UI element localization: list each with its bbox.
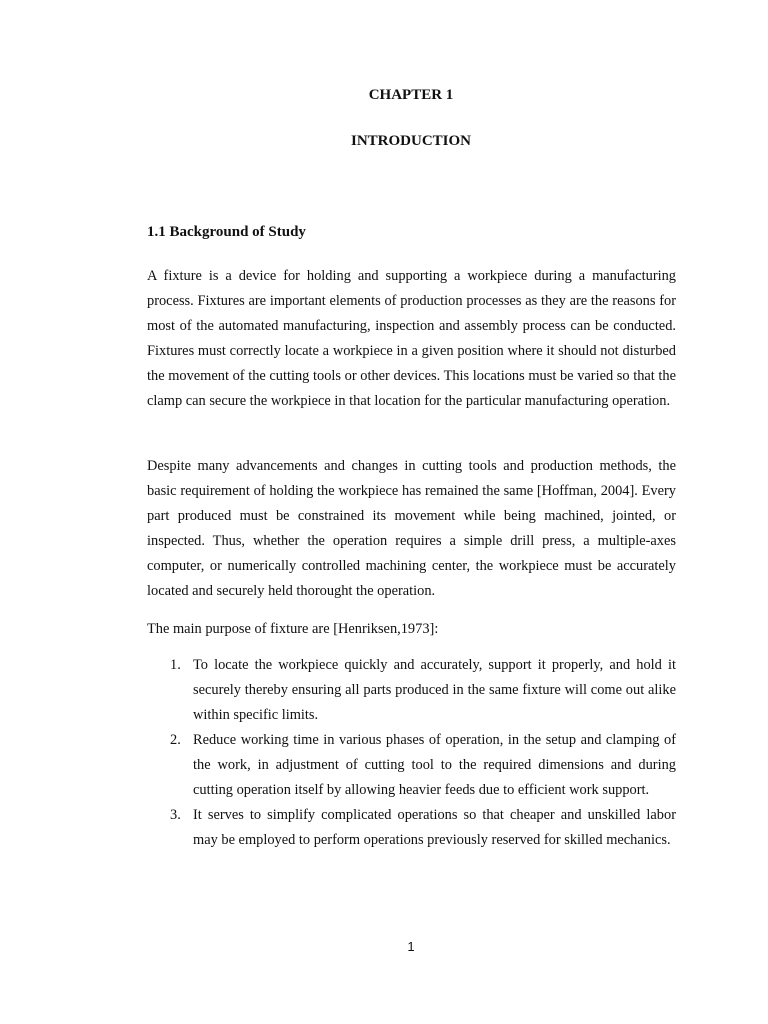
- list-item-number: 2.: [170, 732, 181, 748]
- list-item-text: To locate the workpiece quickly and accurately, support it properly, and hold it securely thereby ensuring all parts produced in the same fixture will come out alike within specific limits.: [193, 657, 676, 723]
- section-heading: 1.1 Background of Study: [147, 224, 306, 240]
- page-number: 1: [407, 939, 415, 954]
- list-item-number: 1.: [170, 657, 181, 673]
- paragraph-fixture-definition: A fixture is a device for holding and supporting a workpiece during a manufacturing process. Fixtures are important elements of production processes as they are the reasons for most of the automated manufacturing, inspection and assembly process can be conducted. Fixtures must correctly locate a workpiece in a given position where it should not disturbed the movement of the cutting tools or other devices. This locations must be varied so that the clamp can secure the workpiece in that location for the particular manufacturing operation.: [147, 268, 676, 409]
- list-item: [147, 803, 676, 853]
- purpose-list: [147, 653, 676, 853]
- chapter-number: CHAPTER 1: [368, 87, 454, 103]
- list-item-text: It serves to simplify complicated operations so that cheaper and unskilled labor may be employed to perform operations previously reserved for skilled mechanics.: [193, 807, 676, 848]
- list-item-number: 3.: [170, 807, 181, 823]
- paragraph-purpose-intro: The main purpose of fixture are [Henriksen,1973]:: [147, 621, 439, 637]
- list-item-text: Reduce working time in various phases of operation, in the setup and clamping of the work, in adjustment of cutting tool to the required dimensions and during cutting operation itself by allowing heavier feeds due to efficient work support.: [193, 732, 676, 798]
- list-item: [147, 728, 676, 803]
- paragraph-holding-requirement: Despite many advancements and changes in cutting tools and production methods, the basic requirement of holding the workpiece has remained the same [Hoffman, 2004]. Every part produced must be constrained its movement while being machined, jointed, or inspected. Thus, whether the operation requires a simple drill press, a multiple-axes computer, or numerically controlled machining center, the workpiece must be accurately located and securely held thorought the operation.: [147, 458, 676, 599]
- list-item: [147, 653, 676, 728]
- chapter-title: INTRODUCTION: [350, 133, 471, 149]
